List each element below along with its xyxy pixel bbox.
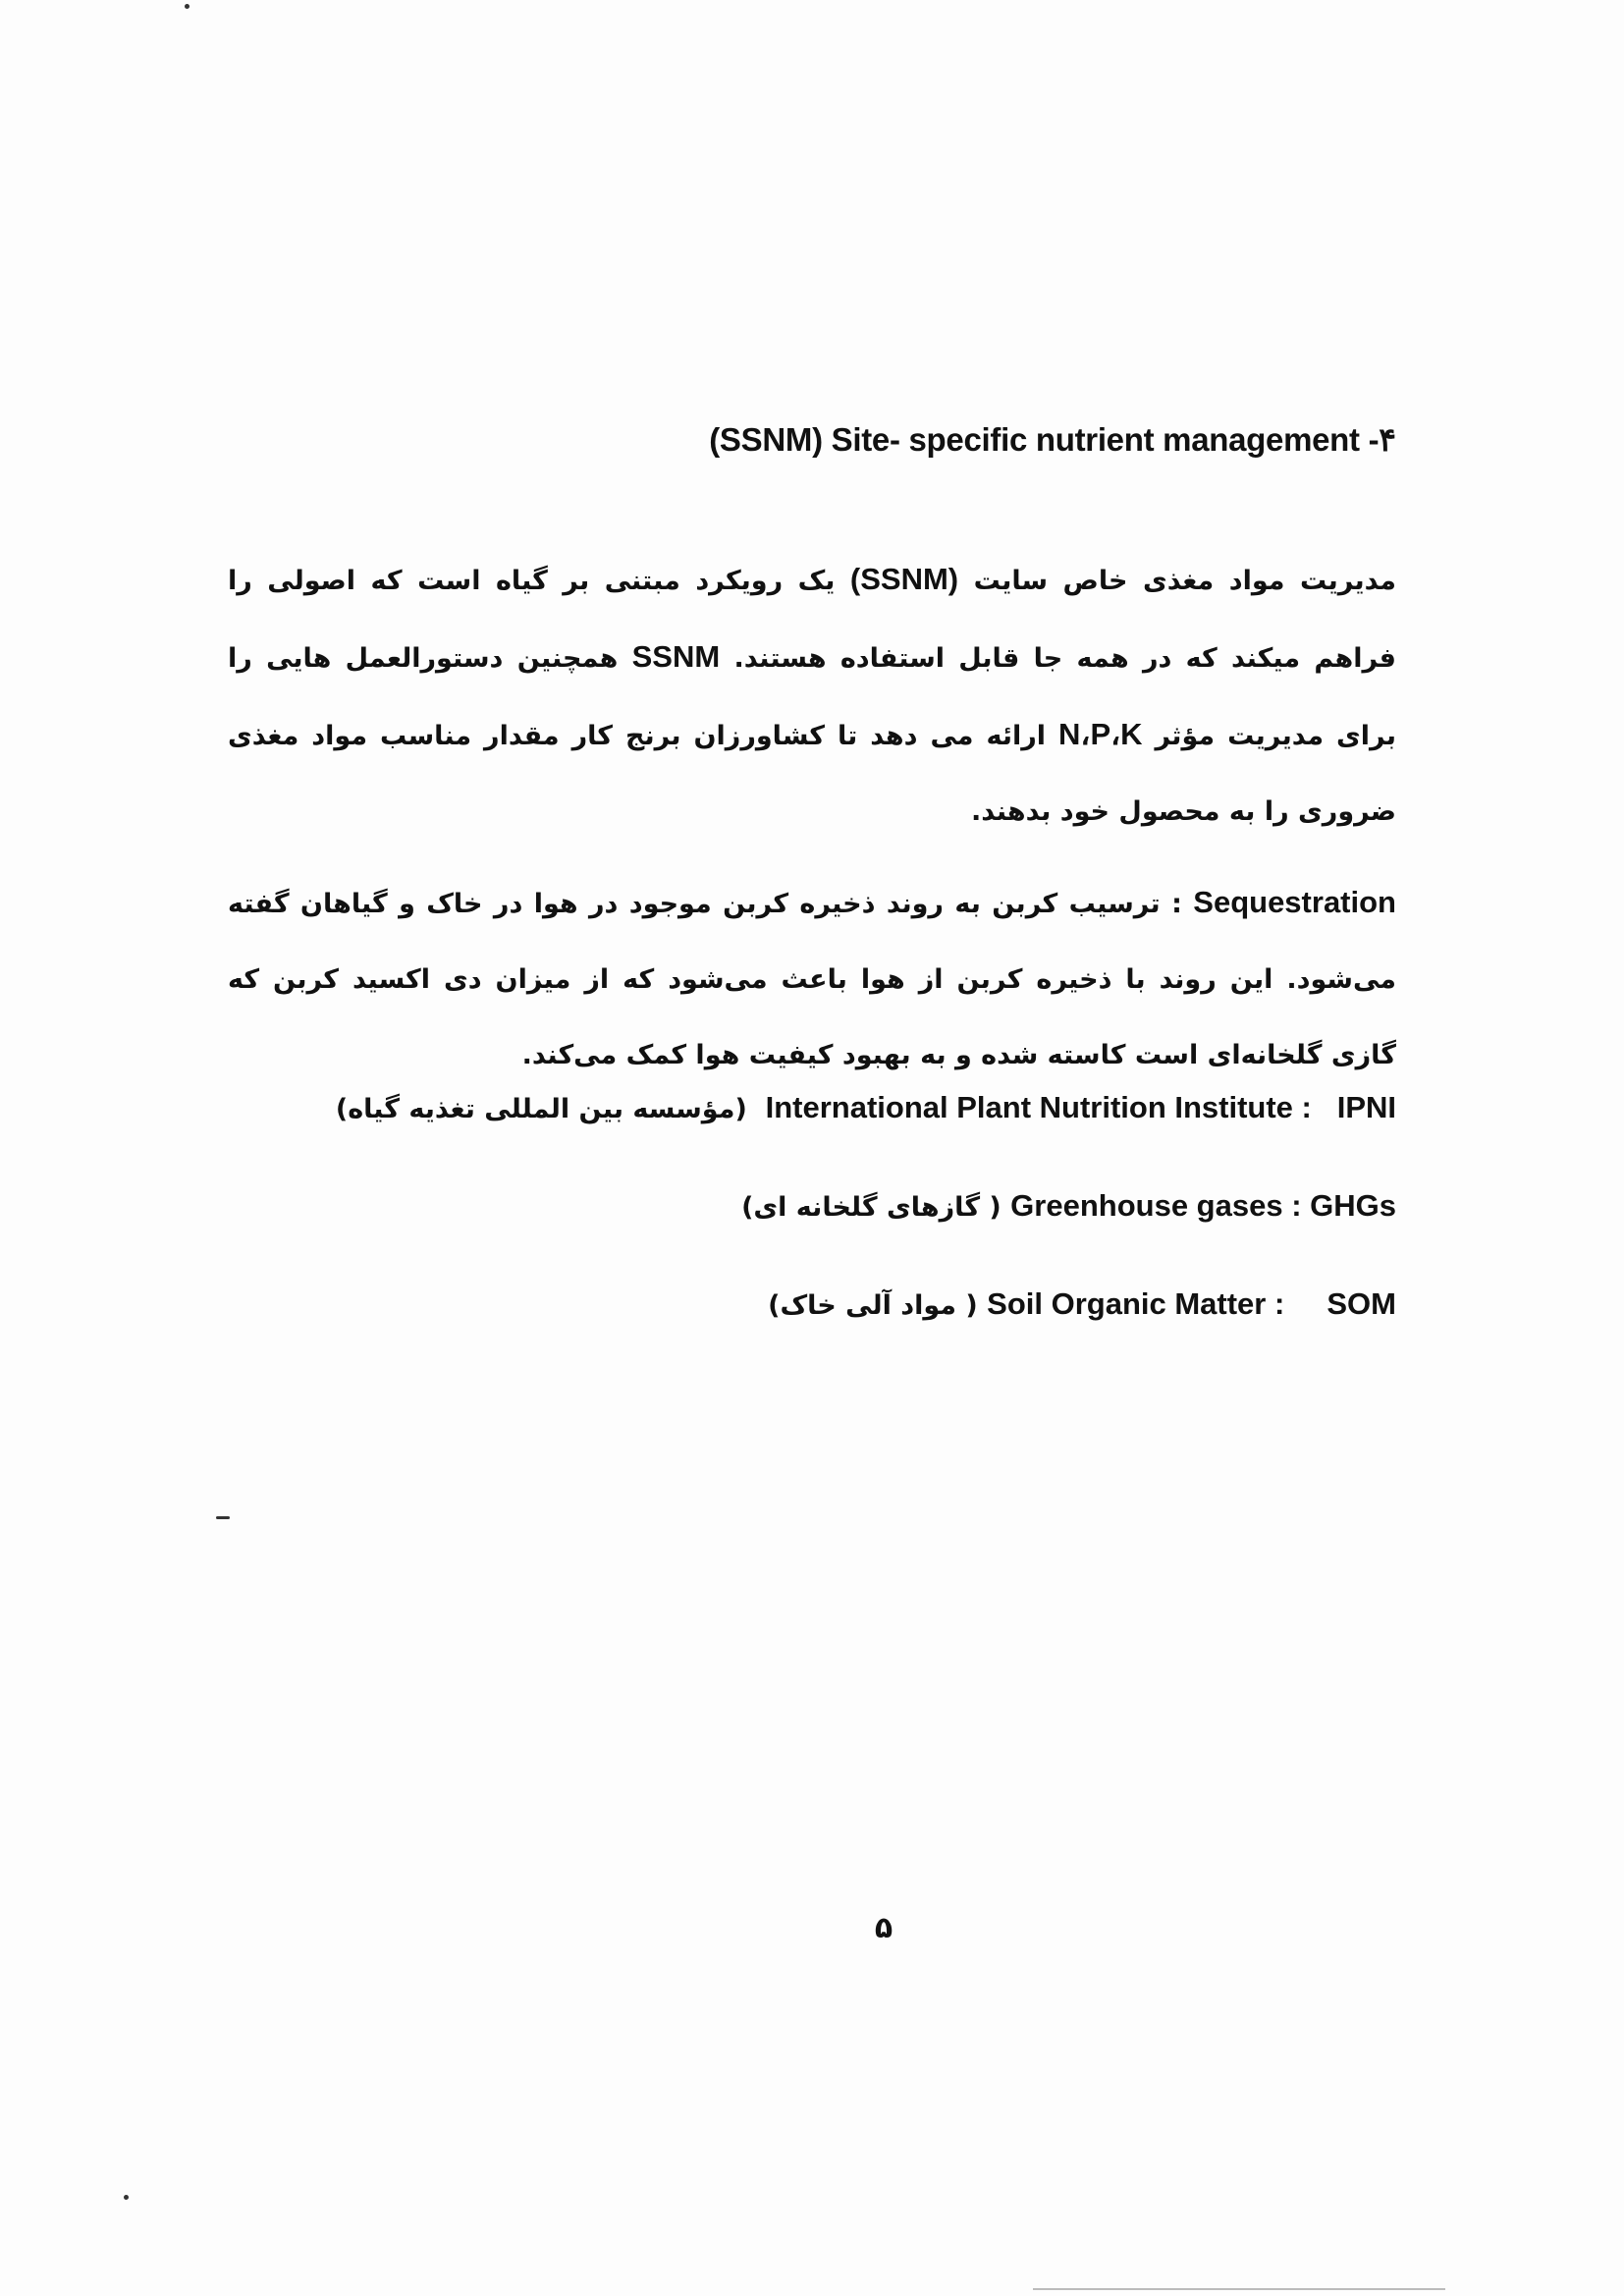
abbreviation-full-fa: (مؤسسه بین المللی تغذیه گیاه) — [335, 1094, 747, 1124]
ssnm-term: SSNM — [631, 639, 721, 674]
sequestration-paragraph — [228, 864, 1396, 1093]
abbreviation-code: GHGs — [1310, 1188, 1396, 1223]
abbreviation-full-en: International Plant Nutrition Institute — [765, 1090, 1293, 1124]
abbreviation-full-en: Soil Organic Matter — [987, 1286, 1267, 1321]
scan-speck — [185, 4, 189, 9]
ssnm-paragraph — [228, 541, 1396, 849]
scan-speck — [216, 1516, 230, 1519]
paragraph-text: همچنین دستورالعمل هایی را برای مدیریت مؤثر — [228, 643, 1396, 751]
abbreviation-code: SOM — [1326, 1286, 1396, 1321]
paragraph-text: مدیریت مواد مغذی خاص سایت — [958, 566, 1396, 596]
abbreviation-code: IPNI — [1336, 1090, 1396, 1124]
abbreviation-full-en: Greenhouse gases — [1010, 1188, 1283, 1223]
scan-speck — [1033, 2288, 1445, 2290]
page-number: ۵ — [874, 1911, 893, 1945]
scan-speck — [124, 2195, 129, 2200]
abbreviation-som — [218, 1286, 1396, 1322]
section-heading: (SSNM) Site- specific nutrient management -۴ — [709, 421, 1396, 458]
paragraph-text: : ترسیب کربن به روند ذخیره کربن موجود در هوا در خاک و گیاهان گفته می‌شود. این روند با ذخیره کربن از هوا باعث می‌شود که از میزان دی اکسید کربن که گازی گلخانه‌ای است کاسته شده و به بهبود کیفیت هوا کمک می‌کند. — [228, 889, 1396, 1070]
paragraph-text: یک رویکرد مبتنی بر گیاه است که اصولی را فراهم میکند که در همه جا قابل استفاده هستند. — [228, 566, 1396, 674]
abbreviation-full-fa: ( گازهای گلخانه ای) — [741, 1192, 1001, 1223]
abbreviation-separator: : — [1282, 1188, 1311, 1223]
paragraph-text: ارائه می دهد تا کشاورزان برنج کار مقدار مناسب مواد مغذی ضروری را به محصول خود بدهند. — [228, 721, 1396, 827]
sequestration-term: Sequestration — [1193, 885, 1396, 919]
abbreviation-full-fa: ( مواد آلی خاک) — [768, 1290, 978, 1321]
abbreviation-ghgs — [218, 1188, 1396, 1224]
abbreviation-ipni — [218, 1090, 1396, 1125]
abbreviation-separator: : — [1266, 1286, 1327, 1321]
abbreviation-separator: : — [1292, 1090, 1337, 1124]
npk-term: N،P،K — [1058, 717, 1143, 751]
ssnm-term: (SSNM) — [849, 562, 959, 596]
